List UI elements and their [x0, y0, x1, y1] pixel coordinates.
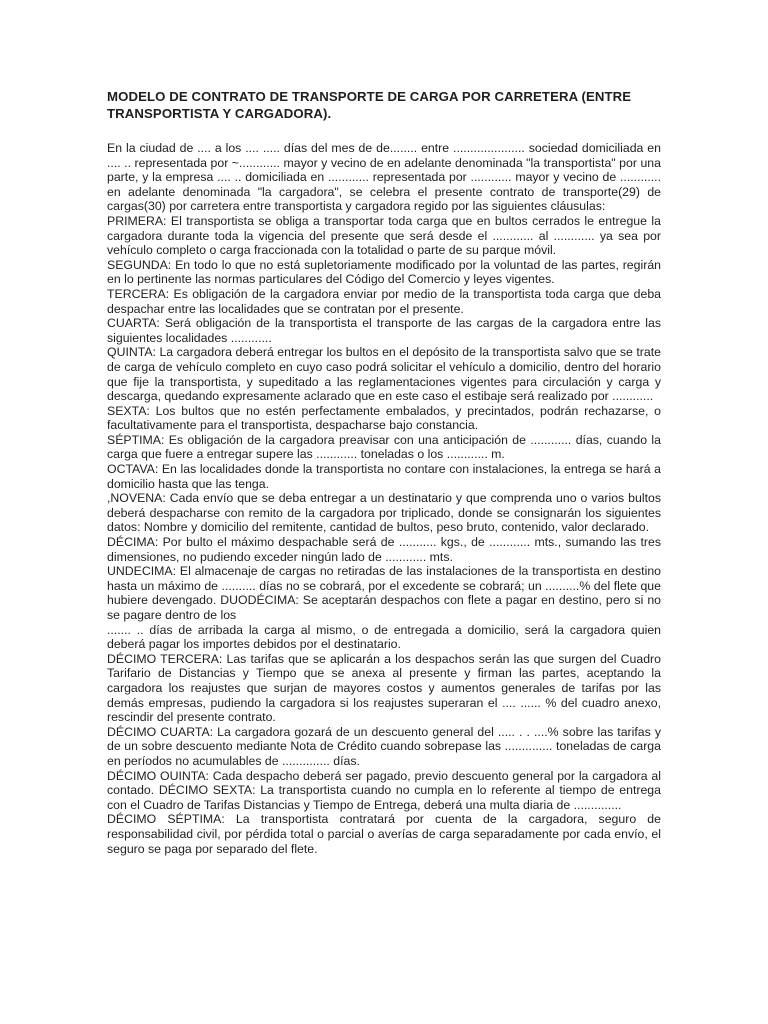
clause-novena: ,NOVENA: Cada envío que se deba entregar a un destinatario y que comprenda uno o varios bultos deberá despacharse con remito de la cargadora por triplicado, donde se consignarán los siguientes datos: Nombre y domicilio del remitente, cantidad de bultos, peso bruto, contenido, valor declarado.	[107, 491, 661, 535]
clause-septima: SÉPTIMA: Es obligación de la cargadora preavisar con una anticipación de ............ días, cuando la carga que fuere a entregar supere las ............ toneladas o los ............ m.	[107, 432, 661, 462]
document-title: MODELO DE CONTRATO DE TRANSPORTE DE CARGA POR CARRETERA (ENTRE TRANSPORTISTA Y CARGADORA).	[107, 89, 632, 121]
clause-decimo-septima: DÉCIMO SÉPTIMA: La transportista contratará por cuenta de la cargadora, seguro de responsabilidad civil, por pérdida total o parcial o averías de carga separadamente por cada envío, el seguro se paga por separado del flete.	[107, 812, 661, 856]
clause-quinta: QUINTA: La cargadora deberá entregar los bultos en el depósito de la transportista salvo que se trate de carga de vehículo completo en cuyo caso podrá solicitar el vehículo a domicilio, dentro del horario que fije la transportista, y supeditado a las reglamentaciones vigentes para circulación y carga y descarga, quedando expresamente aclarado que en este caso el estibaje será realizado por ............	[107, 345, 661, 404]
clause-octava: OCTAVA: En las localidades donde la transportista no contare con instalaciones, la entrega se hará a domicilio hasta que las tenga.	[107, 462, 661, 491]
clause-primera: PRIMERA: El transportista se obliga a transportar toda carga que en bultos cerrados le entregue la cargadora durante toda la vigencia del presente que será desde el ............ al ............ ya sea por vehículo completo o carga fraccionada con la totalidad o parte de su parque móvil.	[107, 213, 661, 258]
clause-cuarta: CUARTA: Será obligación de la transportista el transporte de las cargas de la cargadora entre las siguientes localidades ............	[107, 316, 661, 345]
intro-paragraph: En la ciudad de .... a los .... ..... días del mes de de........ entre ..................... sociedad domiciliada en .... .. representada por ~............ mayor y vecino de en adelante denominada "la transportista" por una parte, y la empresa .... .. domiciliada en ............ representada por ............ mayor y vecino de ............ en adelante denominada "la cargadora", se celebra el presente contrato de transporte(29) de cargas(30) por carretera entre transportista y cargadora regido por las siguientes cláusulas:	[107, 141, 661, 214]
document-page	[107, 88, 661, 856]
clause-duodecima-cont: ....... .. días de arribada la carga al mismo, o de entregada a domicilio, será la cargadora quien deberá pagar los importes debidos por el destinatario.	[107, 622, 661, 652]
clause-undecima: UNDECIMA: El almacenaje de cargas no retiradas de las instalaciones de la transportista en destino hasta un máximo de .......... días no se cobrará, por el excedente se cobrará; un ..........% del flete que hubiere devengado. DUODÉCIMA: Se aceptarán despachos con flete a pagar en destino, pero si no se pagare dentro de los	[107, 564, 661, 622]
clause-decimo-tercera: DÉCIMO TERCERA: Las tarifas que se aplicarán a los despachos serán las que surgen del Cuadro Tarifario de Distancias y Tiempo que se anexa al presente y firman las partes, aceptando la cargadora los reajustes que surjan de mayores costos y aumentos generales de tarifas por las demás empresas, pudiendo la cargadora si los reajustes superaran el .... ...... % del cuadro anexo, rescindir del presente contrato.	[107, 651, 661, 725]
clause-decimo-quinta: DÉCIMO OUINTA: Cada despacho deberá ser pagado, previo descuento general por la cargadora al contado. DÉCIMO SEXTA: La transportista cuando no cumpla en lo referente al tiempo de entrega con el Cuadro de Tarifas Distancias y Tiempo de Entrega, deberá una multa diaria de ..............	[107, 768, 661, 812]
clause-decimo-cuarta: DÉCIMO CUARTA: La cargadora gozará de un descuento general del ..... . . ....% sobre las tarifas y de un sobre descuento mediante Nota de Crédito cuando sobrepase las .............. toneladas de carga en períodos no acumulables de .............. días.	[107, 724, 661, 768]
clause-tercera: TERCERA: Es obligación de la cargadora enviar por medio de la transportista toda carga que deba despachar entre las localidades que se contratan por el presente.	[107, 286, 661, 316]
clause-segunda: SEGUNDA: En todo lo que no está supletoriamente modificado por la voluntad de las partes, regirán en lo pertinente las normas particulares del Código del Comercio y leyes vigentes.	[107, 257, 661, 287]
clause-decima: DÉCIMA: Por bulto el máximo despachable será de ........... kgs., de ............ mts., sumando las tres dimensiones, no pudiendo exceder ningún lado de ............ mts.	[107, 535, 661, 564]
document-body	[107, 141, 661, 856]
clause-sexta: SEXTA: Los bultos que no estén perfectamente embalados, y precintados, podrán rechazarse, o facultativamente para el transportista, despacharse bajo constancia.	[107, 403, 661, 433]
